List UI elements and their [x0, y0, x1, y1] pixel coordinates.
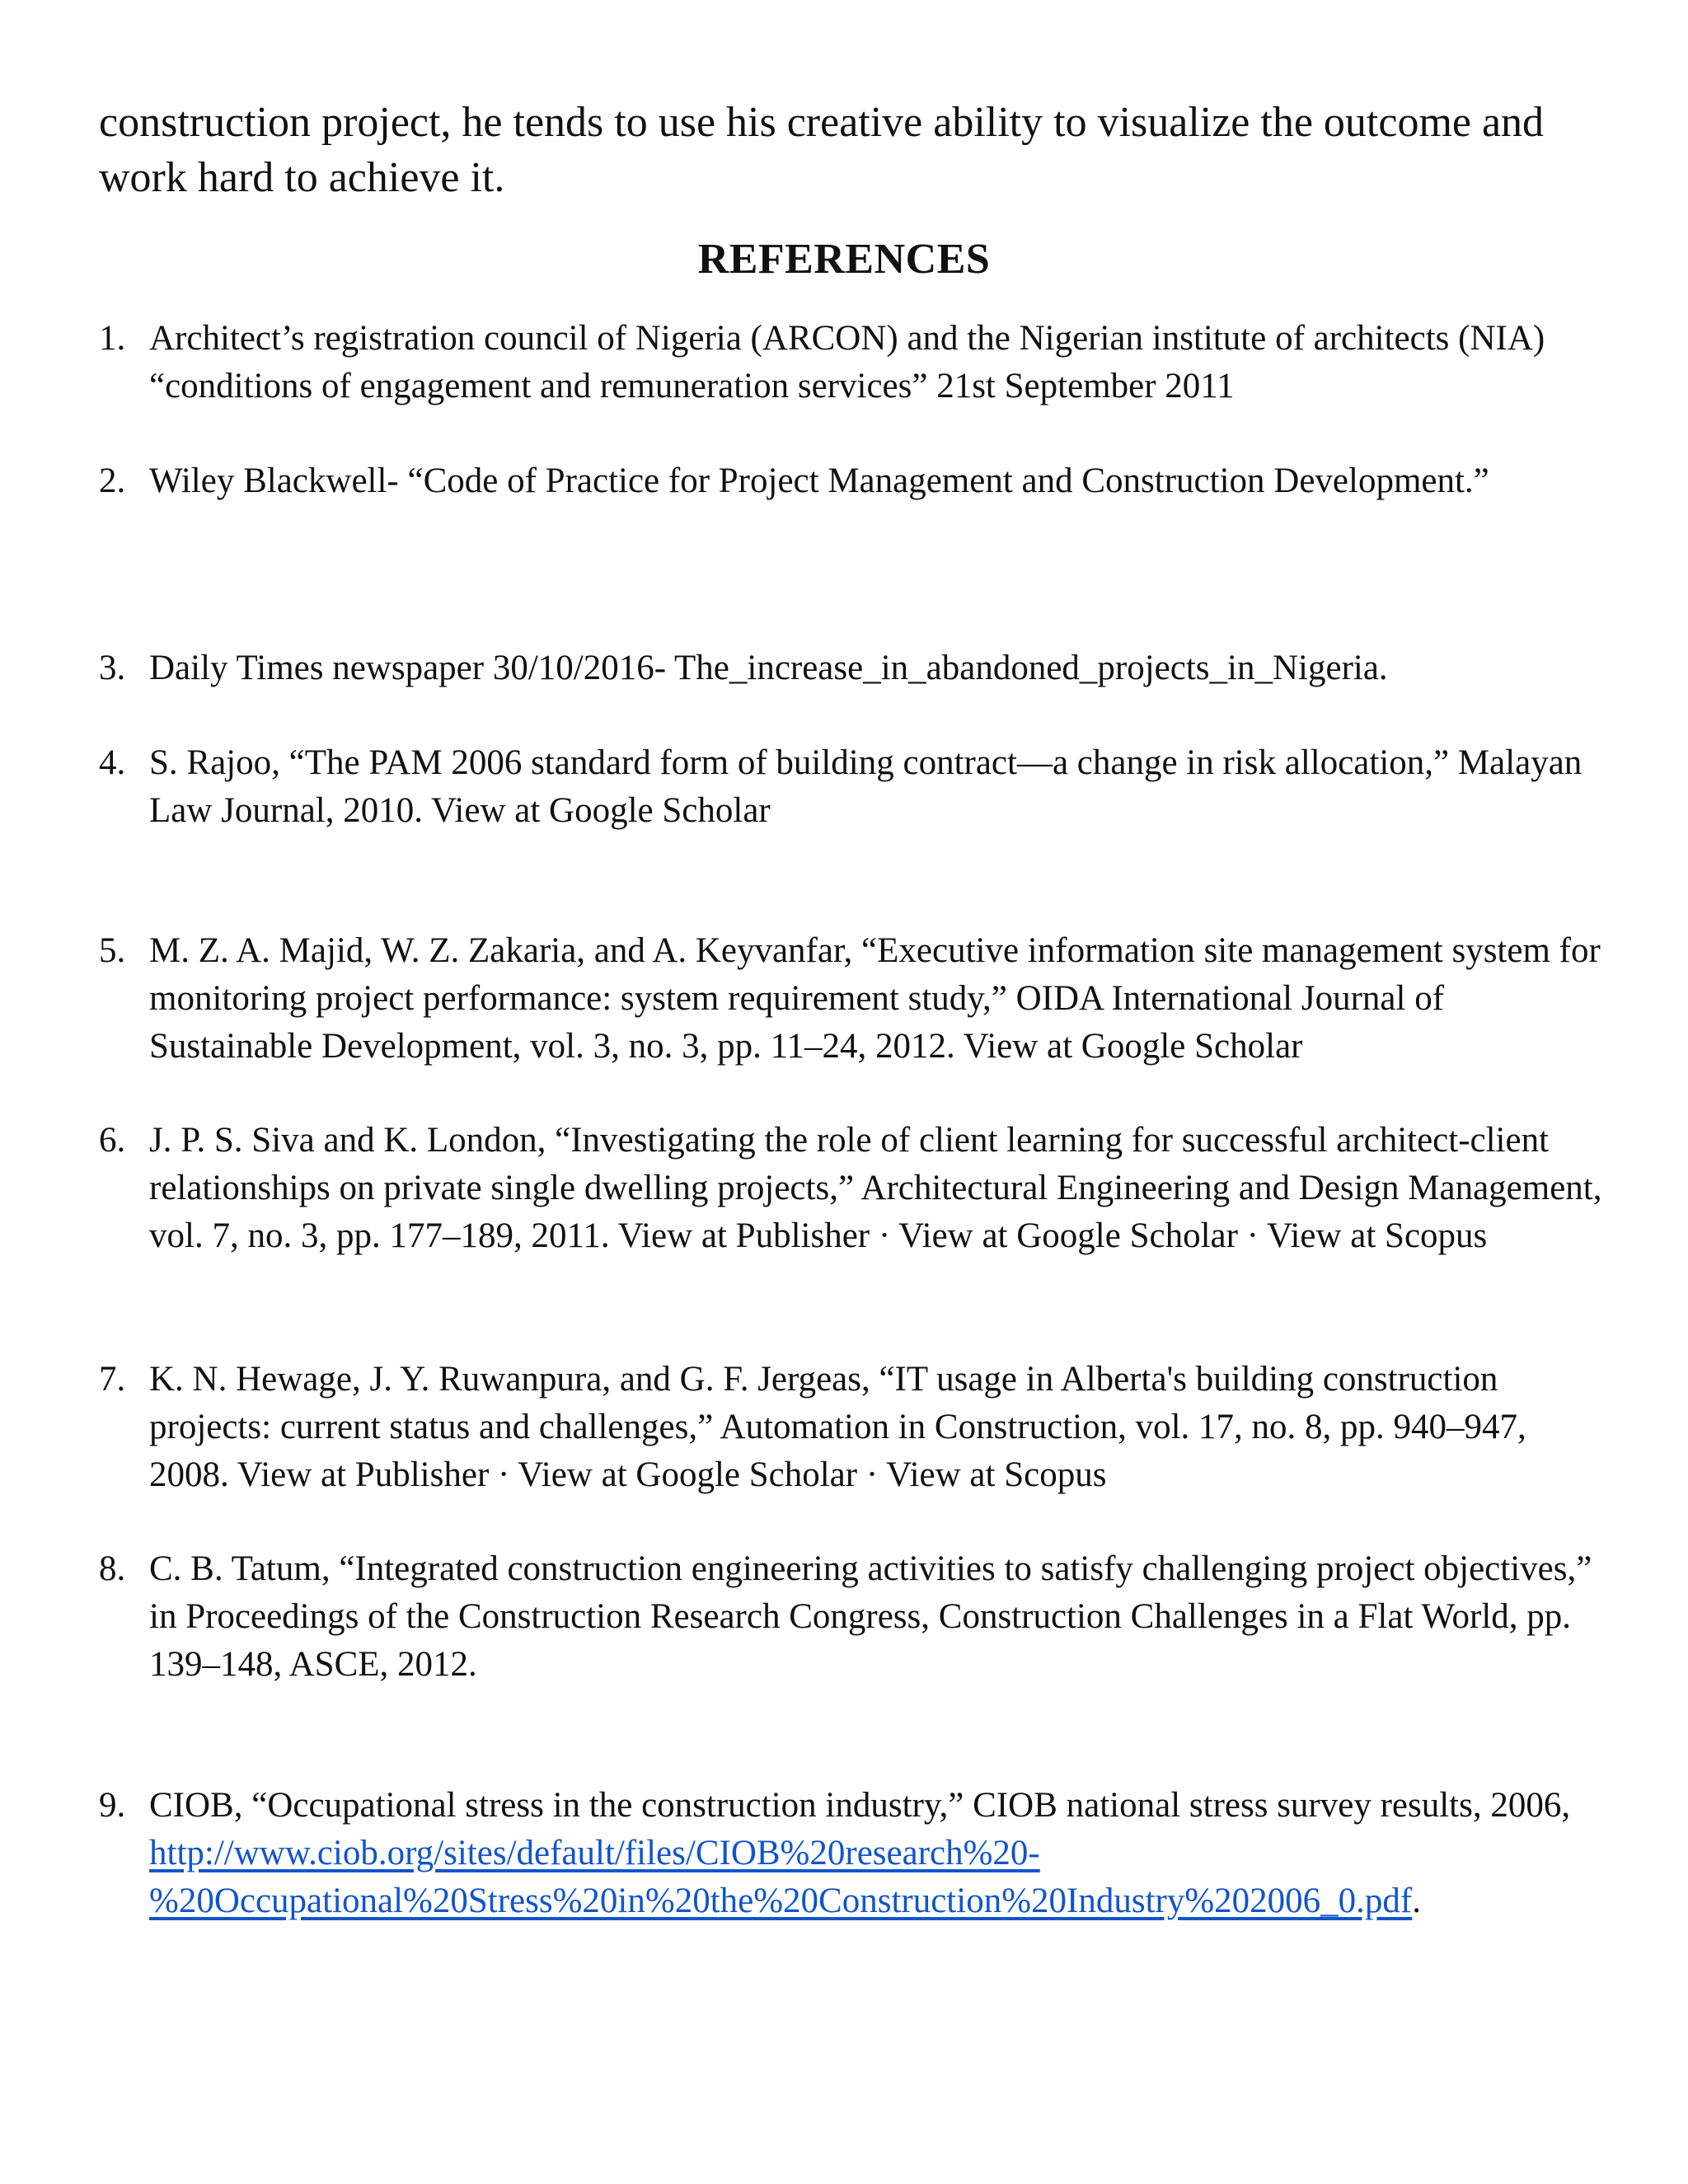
- reference-item-6: [99, 1117, 1607, 1260]
- ciob-report-link[interactable]: http://www.ciob.org/sites/default/files/CIOB%20research%20-%20Occupational%20Stress%20in%20the%20Construction%20Industry%202006_0.pdf: [149, 1834, 1413, 1920]
- reference-number: 6.: [99, 1121, 126, 1160]
- reference-number: 5.: [99, 931, 126, 970]
- reference-item-4: [99, 739, 1607, 835]
- reference-item-8: [99, 1545, 1607, 1689]
- reference-number: 7.: [99, 1360, 126, 1399]
- reference-item-7: [99, 1356, 1607, 1499]
- reference-number: 2.: [99, 462, 126, 500]
- reference-text: S. Rajoo, “The PAM 2006 standard form of building contract—a change in risk allocation,” Malayan Law Journal, 2010. View at Google Scholar: [149, 743, 1582, 830]
- intro-paragraph: construction project, he tends to use his creative ability to visualize the outcome and work hard to achieve it.: [99, 99, 1545, 201]
- reference-item-1: [99, 315, 1607, 410]
- reference-text: K. N. Hewage, J. Y. Ruwanpura, and G. F. Jergeas, “IT usage in Alberta's building construction projects: current status and challenges,” Automation in Construction, vol. 17, no. 8, pp. 940–947, 2008. View at Publisher · View at Google Scholar · View at Scopus: [149, 1360, 1526, 1494]
- reference-number: 1.: [99, 319, 126, 358]
- reference-number: 3.: [99, 649, 126, 687]
- reference-number: 8.: [99, 1549, 126, 1588]
- references-heading: REFERENCES: [697, 236, 991, 283]
- reference-item-2: [99, 457, 1607, 505]
- reference-text-prefix: CIOB, “Occupational stress in the construction industry,” CIOB national stress survey results, 2006,: [149, 1786, 1571, 1825]
- reference-text: C. B. Tatum, “Integrated construction engineering activities to satisfy challenging project objectives,” in Proceedings of the Construction Research Congress, Construction Challenges in a Flat World, pp. 139–148, ASCE, 2012.: [149, 1549, 1592, 1684]
- reference-text: M. Z. A. Majid, W. Z. Zakaria, and A. Keyvanfar, “Executive information site management system for monitoring project performance: system requirement study,” OIDA International Journal of Sustainable Development, vol. 3, no. 3, pp. 11–24, 2012. View at Google Scholar: [149, 931, 1601, 1066]
- reference-text: Architect’s registration council of Nigeria (ARCON) and the Nigerian institute of architects (NIA) “conditions of engagement and remuneration services” 21st September 2011: [149, 319, 1545, 405]
- reference-text: J. P. S. Siva and K. London, “Investigating the role of client learning for successful architect-client relationships on private single dwelling projects,” Architectural Engineering and Design Management, vol. 7, no. 3, pp. 177–189, 2011. View at Publisher · View at Google Scholar · View at Scopus: [149, 1121, 1602, 1255]
- reference-text-suffix: .: [1412, 1882, 1421, 1920]
- reference-text: Wiley Blackwell- “Code of Practice for Project Management and Construction Development.”: [149, 462, 1489, 500]
- reference-number: 9.: [99, 1786, 126, 1825]
- reference-item-9: [99, 1782, 1607, 1925]
- reference-item-3: [99, 644, 1607, 692]
- reference-text: [149, 1782, 1607, 1925]
- reference-item-5: [99, 927, 1607, 1071]
- reference-text: Daily Times newspaper 30/10/2016- The_increase_in_abandoned_projects_in_Nigeria.: [149, 649, 1388, 687]
- reference-number: 4.: [99, 743, 126, 782]
